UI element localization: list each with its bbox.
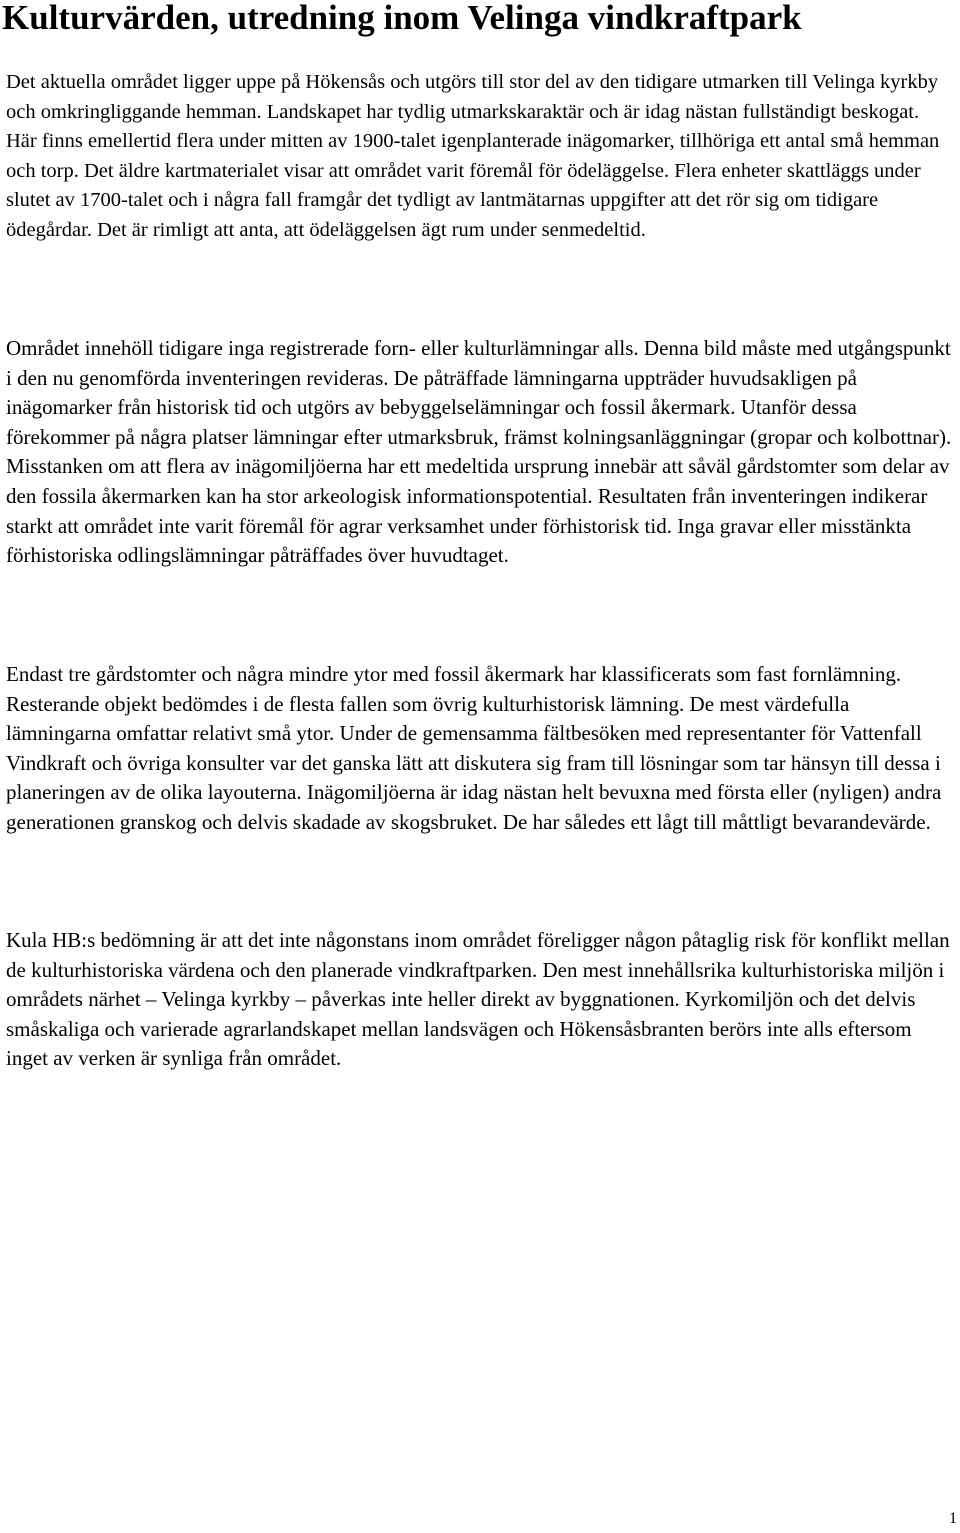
paragraph-4: Kula HB:s bedömning är att det inte någonstans inom området föreligger någon påtaglig risk för konflikt mellan de kulturhistoriska värdena och den planerade vindkraftparken. Den mest innehållsrika kulturhistoriska miljön i områdets närhet – Velinga kyrkby – påverkas inte heller direkt av byggnationen. Kyrkomiljön och det delvis småskaliga och varierade agrarlandskapet mellan landsvägen och Hökensåsbranten berörs inte alls eftersom inget av verken är synliga från området. <box>6 928 950 1071</box>
paragraph-2: Området innehöll tidigare inga registrerade forn- eller kulturlämningar alls. Denna bild måste med utgångspunkt i den nu genomförda inventeringen revideras. De påträffade lämningarna uppträder huvudsakligen på inägomarker från historisk tid och utgörs av bebyggelselämningar och fossil åkermark. Utanför dessa förekommer på några platser lämningar efter utmarksbruk, främst kolningsanläggningar (gropar och kolbottnar). Misstanken om att flera av inägomiljöerna har ett medeltida ursprung innebär att såväl gårdstomter som delar av den fossila åkermarken kan ha stor arkeologisk informationspotential. Resultaten från inventeringen indikerar starkt att området inte varit föremål för agrar verksamhet under förhistorisk tid. Inga gravar eller misstänkta förhistoriska odlingslämningar påträffades över huvudtaget. <box>6 336 952 568</box>
document-title: Kulturvärden, utredning inom Velinga vindkraftpark <box>2 0 802 37</box>
paragraph-3: Endast tre gårdstomter och några mindre ytor med fossil åkermark har klassificerats som fast fornlämning. Resterande objekt bedömdes i de flesta fallen som övrig kulturhistorisk lämning. De mest värdefulla lämningarna omfattar relativt små ytor. Under de gemensamma fältbesöken med representanter för Vattenfall Vindkraft och övriga konsulter var det ganska lätt att diskutera sig fram till lösningar som tar hänsyn till dessa i planeringen av de olika layouterna. Inägomiljöerna är idag nästan helt bevuxna med första eller (nyligen) andra generationen granskog och delvis skadade av skogsbruket. De har således ett lågt till måttligt bevarandevärde. <box>6 662 942 834</box>
page-number: 1 <box>949 1510 957 1527</box>
paragraph-1: Det aktuella området ligger uppe på Hökensås och utgörs till stor del av den tidigare utmarken till Velinga kyrkby och omkringliggande hemman. Landskapet har tydlig utmarkskaraktär och är idag nästan fullständigt beskogat. Här finns emellertid flera under mitten av 1900-talet igenplanterade inägomarker, tillhöriga ett antal små hemman och torp. Det äldre kartmaterialet visar att området varit föremål för ödeläggelse. Flera enheter skattläggs under slutet av 1700-talet och i några fall framgår det tydligt av lantmätarnas uppgifter att det rör sig om tidigare ödegårdar. Det är rimligt att anta, att ödeläggelsen ägt rum under senmedeltid. <box>6 71 940 241</box>
